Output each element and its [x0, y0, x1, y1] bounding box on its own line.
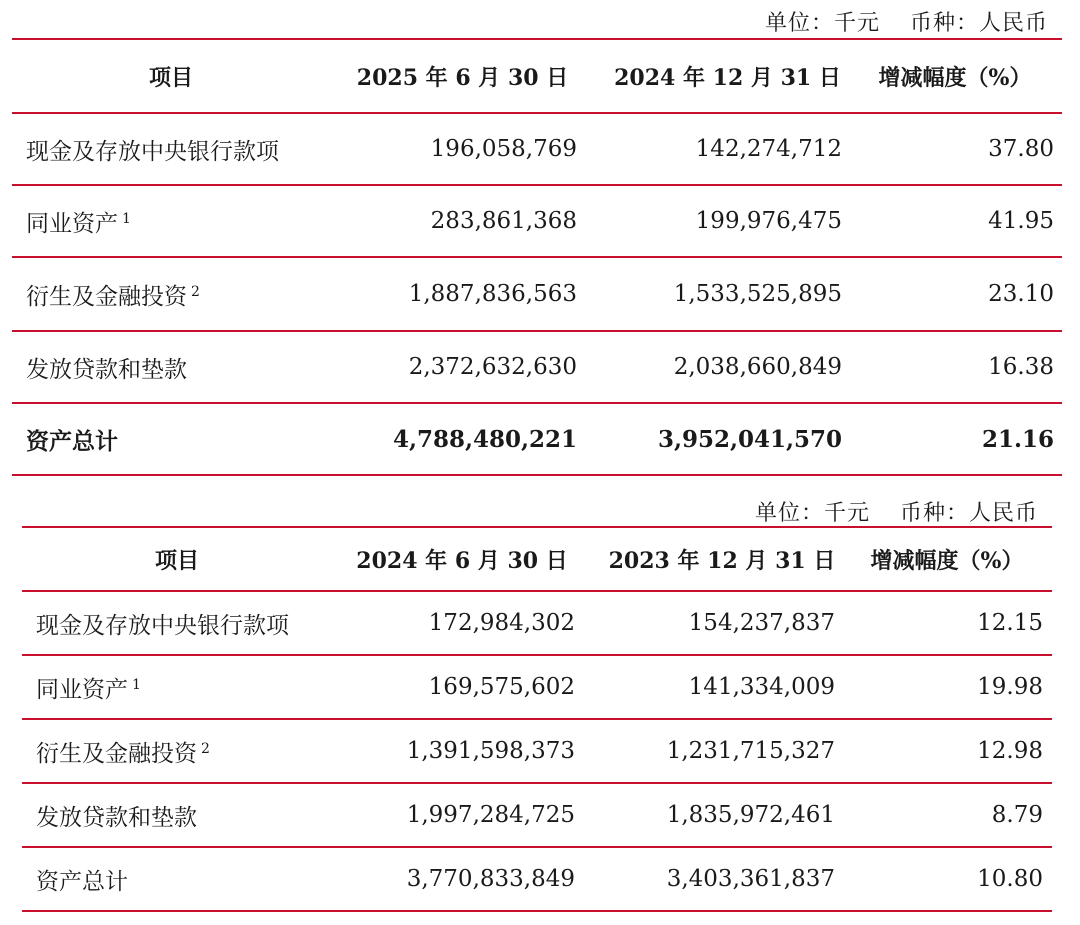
row-value-prior: 1,835,972,461 [666, 802, 835, 828]
row-change-pct: 37.80 [988, 136, 1054, 162]
header-period-prior: 2023 年 12 月 31 日 [608, 547, 836, 574]
footnote-marker: 1 [132, 676, 141, 693]
row-value-current: 3,770,833,849 [406, 866, 575, 892]
table-row [22, 784, 1052, 848]
row-item: 同业资产 $^1$ [36, 676, 141, 703]
asset-table-2025 [12, 38, 1062, 476]
row-value-current: 2,372,632,630 [408, 354, 577, 380]
row-item: 发放贷款和垫款 [36, 804, 197, 831]
row-item: 现金及存放中央银行款项 [26, 138, 279, 165]
row-value-current: 283,861,368 [430, 208, 577, 234]
unit-currency-line-2 [755, 496, 1038, 527]
row-item: 现金及存放中央银行款项 [36, 612, 289, 639]
row-change-pct: 12.98 [977, 738, 1043, 764]
row-value-current: 1,391,598,373 [406, 738, 575, 764]
table-row [22, 656, 1052, 720]
row-item: 衍生及金融投资 $^2$ [26, 283, 200, 310]
header-item: 项目 [154, 547, 199, 574]
row-value-prior: 3,952,041,570 [657, 425, 842, 453]
table-row [12, 186, 1062, 258]
table-row [12, 258, 1062, 332]
row-value-current: 1,997,284,725 [406, 802, 575, 828]
header-item: 项目 [148, 64, 193, 91]
row-change-pct: 19.98 [977, 674, 1043, 700]
row-value-current: 172,984,302 [428, 610, 575, 636]
unit-label: 单位：千元 [764, 11, 880, 36]
row-value-current: 4,788,480,221 [392, 425, 577, 453]
row-change-pct: 12.15 [977, 610, 1043, 636]
table-row [22, 720, 1052, 784]
unit-currency-line-1 [765, 6, 1048, 37]
row-value-current: 196,058,769 [430, 136, 577, 162]
row-value-prior: 154,237,837 [688, 610, 835, 636]
table-row [12, 114, 1062, 186]
table-row [12, 332, 1062, 404]
row-change-pct: 23.10 [988, 281, 1054, 307]
footnote-marker: 2 [201, 740, 210, 757]
row-item: 衍生及金融投资 $^2$ [36, 740, 210, 767]
header-period-prior: 2024 年 12 月 31 日 [614, 64, 841, 91]
footnote-marker: 2 [191, 283, 200, 300]
row-value-prior: 1,231,715,327 [666, 738, 835, 764]
footnote-marker: 1 [122, 210, 131, 227]
table-header-row [12, 38, 1062, 114]
row-change-pct: 10.80 [977, 866, 1043, 892]
row-value-prior: 142,274,712 [695, 136, 842, 162]
header-change-pct: 增减幅度（%） [870, 547, 1024, 574]
table-header-row [22, 526, 1052, 592]
row-value-current: 169,575,602 [428, 674, 575, 700]
asset-table-2024 [22, 526, 1052, 914]
row-item: 同业资产 $^1$ [26, 210, 131, 237]
row-item: 资产总计 [36, 868, 128, 895]
row-value-prior: 3,403,361,837 [666, 866, 835, 892]
total-row [22, 848, 1052, 912]
header-period-current: 2024 年 6 月 30 日 [356, 547, 568, 574]
row-value-prior: 1,533,525,895 [673, 281, 842, 307]
row-value-current: 1,887,836,563 [408, 281, 577, 307]
currency-label: 币种：人民币 [899, 501, 1038, 526]
row-value-prior: 199,976,475 [695, 208, 842, 234]
row-change-pct: 41.95 [988, 208, 1054, 234]
total-row [12, 404, 1062, 476]
row-change-pct: 16.38 [988, 354, 1054, 380]
row-value-prior: 141,334,009 [688, 674, 835, 700]
header-change-pct: 增减幅度（%） [878, 64, 1032, 91]
table-row [22, 592, 1052, 656]
row-item: 发放贷款和垫款 [26, 356, 187, 383]
header-period-current: 2025 年 6 月 30 日 [356, 64, 569, 91]
currency-label: 币种：人民币 [909, 11, 1048, 36]
row-item: 资产总计 [26, 427, 118, 455]
row-change-pct: 8.79 [991, 802, 1043, 828]
row-value-prior: 2,038,660,849 [673, 354, 842, 380]
row-change-pct: 21.16 [981, 425, 1054, 453]
unit-label: 单位：千元 [754, 501, 870, 526]
